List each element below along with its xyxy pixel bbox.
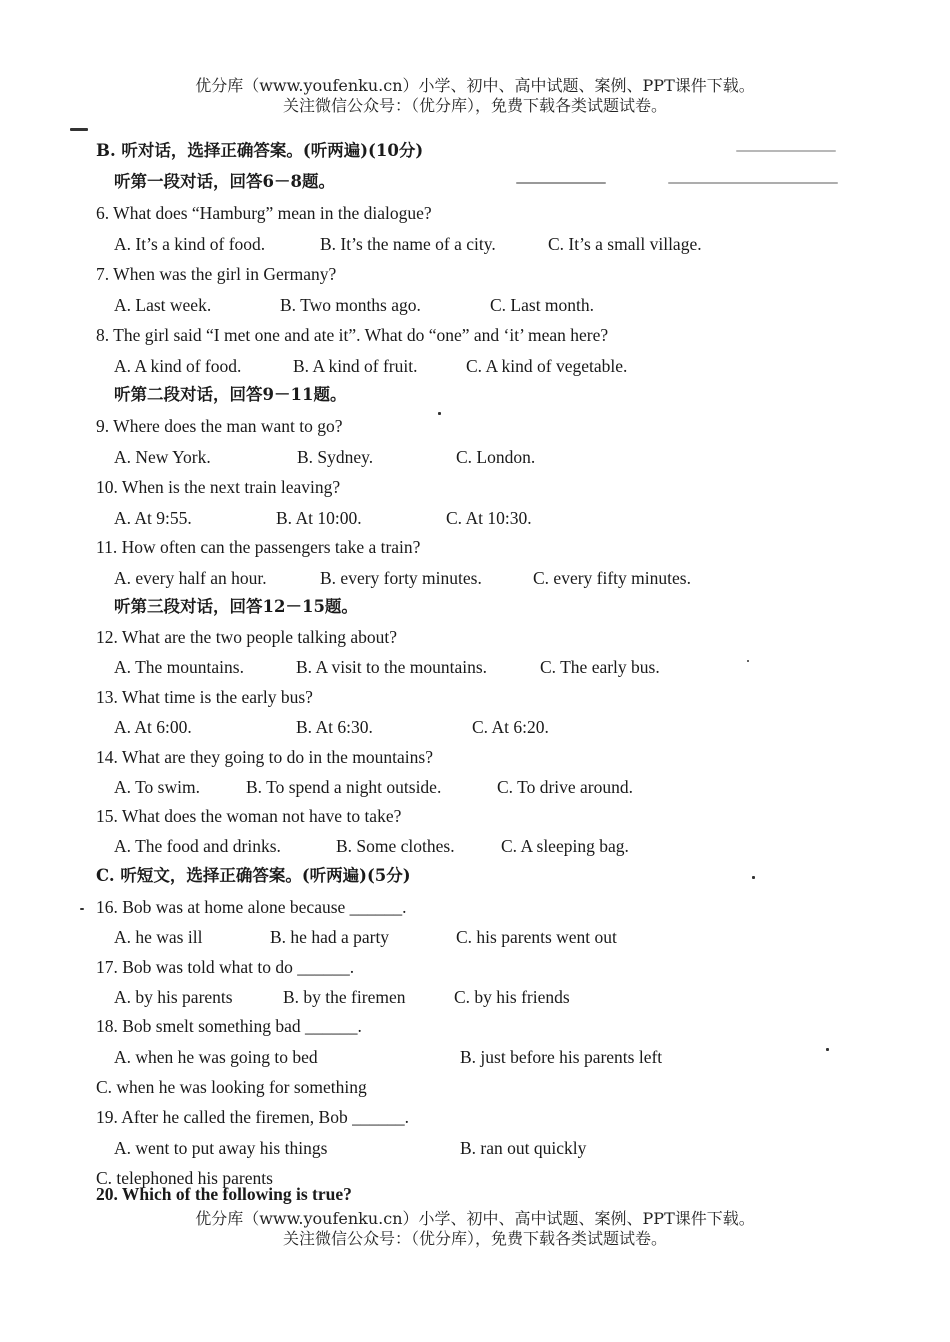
page-footer	[0, 1209, 950, 1249]
q9-option-c: C. London.	[456, 447, 536, 467]
q7-option-c: C. Last month.	[490, 295, 595, 315]
q16-option-a: A. he was ill	[114, 927, 203, 947]
scan-speck	[438, 412, 441, 415]
footer-line-1: 优分库（www.youfenku.cn）小学、初中、高中试题、案例、PPT课件下载。	[195, 1209, 755, 1228]
q6-option-c: C. It’s a small village.	[548, 234, 702, 254]
q15-option-b: B. Some clothes.	[336, 836, 455, 856]
footer-line-2: 关注微信公众号：（优分库），免费下载各类试题试卷。	[282, 1229, 667, 1248]
q18-option-b: B. just before his parents left	[460, 1047, 663, 1067]
q16-option-b: B. he had a party	[270, 927, 390, 947]
header-line-1: 优分库（www.youfenku.cn）小学、初中、高中试题、案例、PPT课件下载。	[195, 76, 755, 95]
question-19: 19. After he called the firemen, Bob ______.	[96, 1107, 409, 1127]
q19-option-c: C. telephoned his parents	[96, 1168, 273, 1188]
q13-option-c: C. At 6:20.	[472, 717, 549, 737]
q19-option-a: A. went to put away his things	[114, 1138, 328, 1158]
q16-option-c: C. his parents went out	[456, 927, 617, 947]
scan-speck	[70, 128, 88, 131]
q8-option-c: C. A kind of vegetable.	[466, 356, 628, 376]
question-14: 14. What are they going to do in the mountains?	[96, 747, 433, 767]
question-13: 13. What time is the early bus?	[96, 687, 313, 707]
q11-option-c: C. every fifty minutes.	[533, 568, 691, 588]
question-10: 10. When is the next train leaving?	[96, 477, 341, 497]
question-15: 15. What does the woman not have to take?	[96, 806, 402, 826]
scan-speck	[80, 908, 84, 910]
header-line-2: 关注微信公众号：（优分库），免费下载各类试题试卷。	[282, 96, 667, 115]
q11-option-b: B. every forty minutes.	[320, 568, 482, 588]
q11-option-a: A. every half an hour.	[114, 568, 267, 588]
scan-speck	[736, 150, 836, 152]
q12-option-a: A. The mountains.	[114, 657, 244, 677]
q17-option-c: C. by his friends	[454, 987, 570, 1007]
question-18: 18. Bob smelt something bad ______.	[96, 1016, 362, 1036]
q7-option-a: A. Last week.	[114, 295, 212, 315]
scan-speck	[747, 660, 749, 662]
q10-option-c: C. At 10:30.	[446, 508, 532, 528]
question-16: 16. Bob was at home alone because ______.	[96, 897, 407, 917]
q8-option-b: B. A kind of fruit.	[293, 356, 418, 376]
q15-option-c: C. A sleeping bag.	[501, 836, 629, 856]
page-header	[0, 76, 950, 116]
q14-option-b: B. To spend a night outside.	[246, 777, 442, 797]
question-11: 11. How often can the passengers take a train?	[96, 537, 421, 557]
q12-option-b: B. A visit to the mountains.	[296, 657, 488, 677]
q13-option-b: B. At 6:30.	[296, 717, 373, 737]
q9-option-b: B. Sydney.	[297, 447, 374, 467]
q15-option-a: A. The food and drinks.	[114, 836, 281, 856]
q12-option-c: C. The early bus.	[540, 657, 660, 677]
q13-option-a: A. At 6:00.	[114, 717, 192, 737]
scan-speck	[668, 182, 838, 184]
q14-option-a: A. To swim.	[114, 777, 200, 797]
question-20-partial: 20. Which of the following is true?	[96, 1184, 352, 1204]
q17-option-a: A. by his parents	[114, 987, 233, 1007]
section-b-part3: 听第三段对话，回答12－15题。	[114, 597, 358, 616]
q14-option-c: C. To drive around.	[497, 777, 634, 797]
q6-option-a: A. It’s a kind of food.	[114, 234, 266, 254]
q7-option-b: B. Two months ago.	[280, 295, 421, 315]
section-b-part2: 听第二段对话，回答9－11题。	[114, 385, 347, 404]
section-b-part1: 听第一段对话，回答6－8题。	[114, 172, 335, 191]
question-20-cut-off	[96, 1184, 376, 1204]
question-8: 8. The girl said “I met one and ate it”. What do “one” and ‘it’ mean here?	[96, 325, 609, 345]
question-9: 9. Where does the man want to go?	[96, 416, 343, 436]
question-6: 6. What does “Hamburg” mean in the dialogue?	[96, 203, 432, 223]
q8-option-a: A. A kind of food.	[114, 356, 242, 376]
scan-speck	[826, 1048, 829, 1051]
q10-option-a: A. At 9:55.	[114, 508, 192, 528]
q19-option-b: B. ran out quickly	[460, 1138, 587, 1158]
scan-speck	[752, 876, 755, 879]
question-7: 7. When was the girl in Germany?	[96, 264, 337, 284]
q10-option-b: B. At 10:00.	[276, 508, 362, 528]
section-b-title: B. 听对话，选择正确答案。(听两遍)(10分)	[96, 141, 424, 160]
question-17: 17. Bob was told what to do ______.	[96, 957, 355, 977]
q18-option-a: A. when he was going to bed	[114, 1047, 318, 1067]
q17-option-b: B. by the firemen	[283, 987, 406, 1007]
question-12: 12. What are the two people talking about?	[96, 627, 397, 647]
section-c-title: C. 听短文，选择正确答案。(听两遍)(5分)	[96, 866, 411, 885]
q9-option-a: A. New York.	[114, 447, 211, 467]
scan-speck	[516, 182, 606, 184]
q6-option-b: B. It’s the name of a city.	[320, 234, 496, 254]
q18-option-c: C. when he was looking for something	[96, 1077, 367, 1097]
